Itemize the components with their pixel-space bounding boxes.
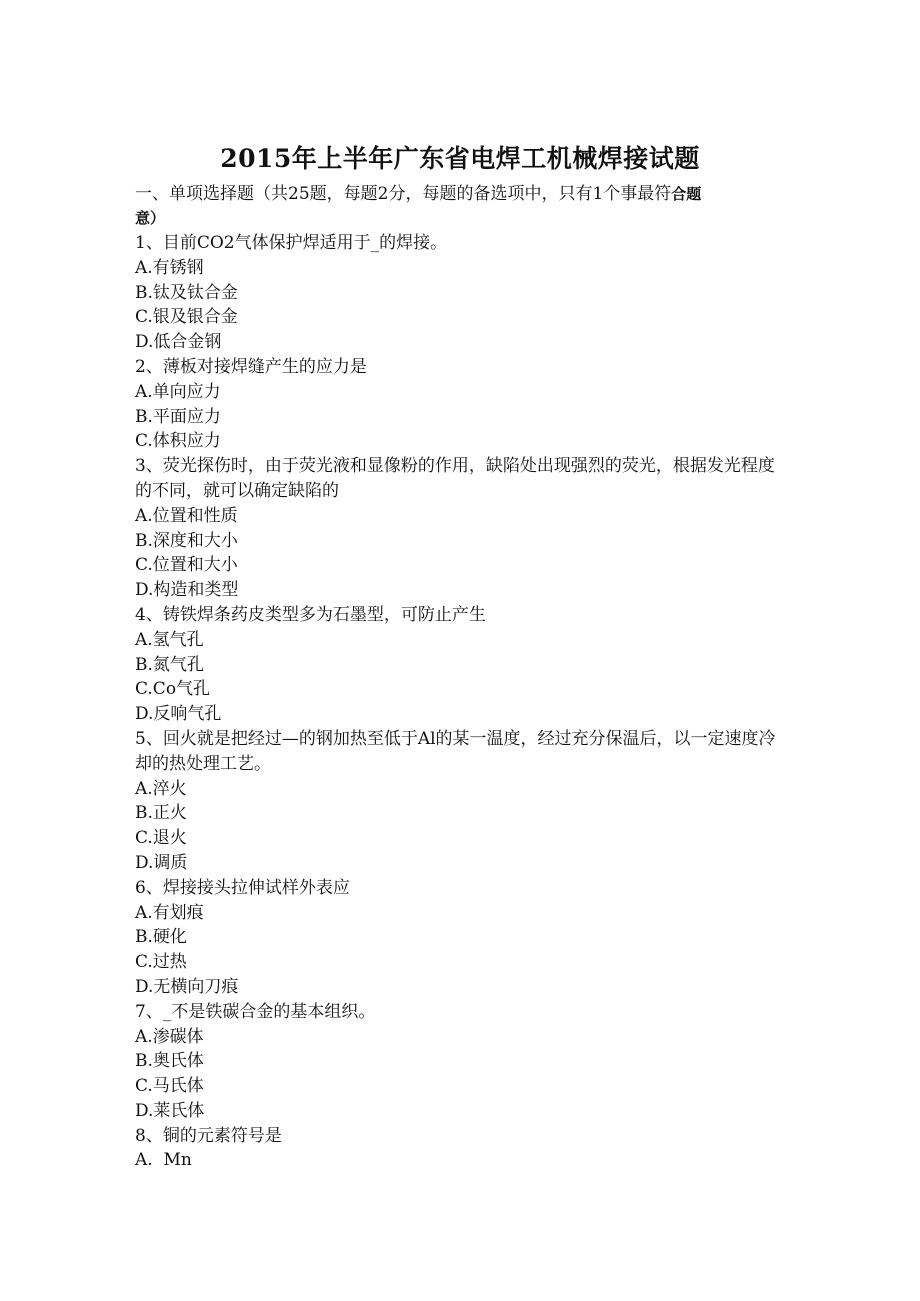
option: A.有锈钢: [135, 257, 204, 278]
question-stem: 3、荧光探伤时，由于荧光液和显像粉的作用，缺陷处出现强烈的荧光，根据发光程度的不同，就可以确定缺陷的: [135, 456, 775, 501]
question-stem: 2、薄板对接焊缝产生的应力是: [135, 356, 367, 377]
option: C.退火: [135, 828, 187, 849]
option: B.正火: [135, 803, 187, 824]
question-1: [135, 231, 785, 355]
question-6: [135, 876, 785, 1000]
question-stem: 1、目前CO2气体保护焊适用于_的焊接。: [135, 233, 448, 253]
question-2: [135, 355, 785, 454]
option: C.体积应力: [135, 431, 221, 452]
section-heading-text: 一、单项选择题（共25题，每题2分，每题的备选项中，只有1个事最符: [135, 184, 672, 204]
option: A.渗碳体: [135, 1026, 204, 1047]
option: A.有划痕: [135, 902, 204, 923]
question-stem: 4、铸铁焊条药皮类型多为石墨型，可防止产生: [135, 604, 486, 625]
option: D.反响气孔: [135, 704, 222, 725]
option: D.构造和类型: [135, 580, 239, 601]
option: A.淬火: [135, 778, 187, 799]
section-heading: [135, 182, 785, 230]
option: C.位置和大小: [135, 555, 238, 576]
question-list: [135, 231, 785, 1173]
option: A.氢气孔: [135, 629, 204, 650]
option: D.低合金钢: [135, 332, 222, 353]
option: C.银及银合金: [135, 307, 238, 328]
option: B.奥氏体: [135, 1051, 204, 1072]
section-heading-suffix-2: 意）: [135, 209, 166, 227]
document-title: 2015年上半年广东省电焊工机械焊接试题: [220, 144, 700, 173]
option: D.莱氏体: [135, 1100, 205, 1121]
option: B.氮气孔: [135, 654, 204, 675]
option: C.过热: [135, 952, 187, 973]
option: D.调质: [135, 852, 188, 873]
question-5: [135, 727, 785, 876]
question-stem: 6、焊接接头拉伸试样外表应: [135, 877, 350, 898]
question-stem: 5、回火就是把经过—的钢加热至低于Al的某一温度，经过充分保温后，以一定速度冷却的热处理工艺。: [135, 728, 776, 774]
question-7: [135, 1000, 785, 1124]
section-heading-suffix: 合题: [671, 185, 702, 203]
question-stem: 7、_不是铁碳合金的基本组织。: [135, 1001, 376, 1022]
question-stem: 8、铜的元素符号是: [135, 1125, 282, 1146]
question-3: [135, 454, 785, 603]
option: B.硬化: [135, 927, 187, 948]
option: D.无横向刀痕: [135, 976, 239, 997]
question-4: [135, 603, 785, 727]
option: B.平面应力: [135, 406, 221, 427]
option: A.单向应力: [135, 381, 221, 402]
option: A. Mn: [135, 1150, 192, 1171]
option: C.马氏体: [135, 1076, 204, 1097]
option: B.深度和大小: [135, 530, 238, 551]
option: B.钛及钛合金: [135, 282, 238, 303]
option: C.Co气孔: [135, 679, 211, 700]
option: A.位置和性质: [135, 505, 238, 526]
question-8: [135, 1124, 785, 1174]
